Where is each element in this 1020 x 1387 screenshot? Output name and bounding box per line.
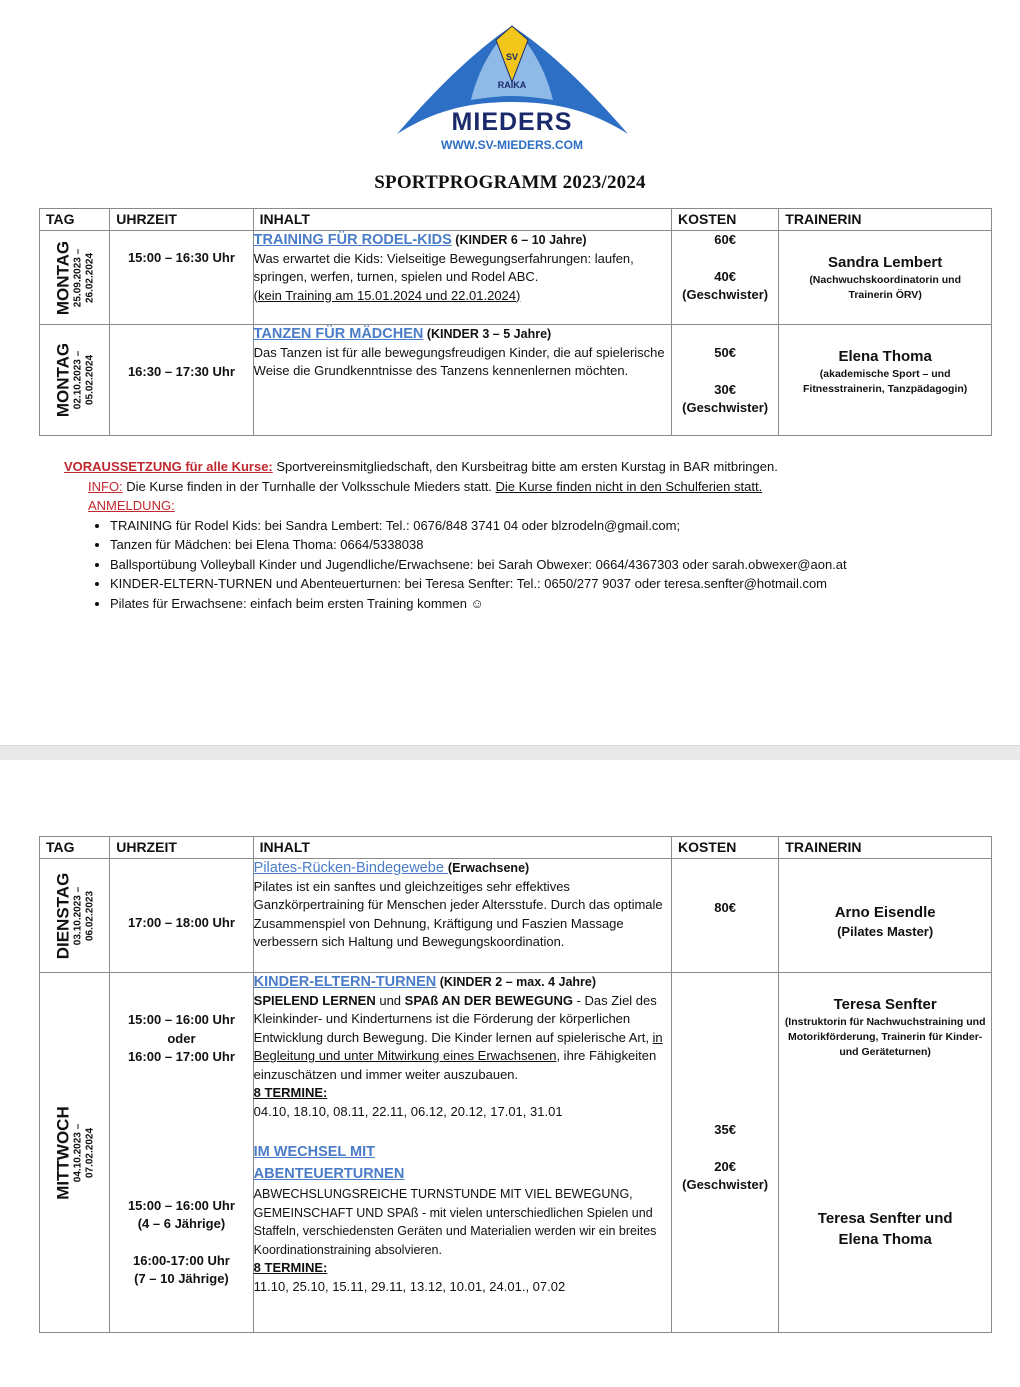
course-title[interactable]: KINDER-ELTERN-TURNEN bbox=[253, 974, 437, 990]
course-note: (kein Training am 15.01.2024 und 22.01.2024) bbox=[253, 287, 521, 303]
time-slot-note: (7 – 10 Jährige) bbox=[134, 1271, 229, 1286]
day-dates-end: 26.02.2024 bbox=[84, 252, 96, 303]
course-title[interactable]: IM WECHSEL MIT ABENTEUERTURNEN bbox=[253, 1144, 405, 1182]
table-row bbox=[40, 325, 992, 436]
trainer-name: Teresa Senfter bbox=[833, 996, 937, 1013]
time-cell bbox=[110, 973, 253, 1333]
content-cell bbox=[253, 973, 671, 1333]
time-slot: 15:00 – 16:00 Uhr bbox=[127, 1197, 235, 1213]
time-slot-note: (4 – 6 Jährige) bbox=[137, 1216, 226, 1231]
price-cell bbox=[671, 973, 778, 1333]
time-cell: 15:00 – 16:30 Uhr bbox=[110, 231, 253, 325]
content-cell bbox=[253, 325, 671, 436]
time-slot: 16:00 – 17:00 Uhr bbox=[127, 1049, 235, 1064]
time-slot: 15:00 – 16:00 Uhr bbox=[127, 1012, 235, 1027]
trainer-cell bbox=[779, 973, 992, 1333]
table-row bbox=[40, 231, 992, 325]
course-title[interactable]: TRAINING FÜR RODEL-KIDS bbox=[253, 232, 452, 248]
course-description: Das Tanzen ist für alle bewegungsfreudigen Kinder, die auf spielerische Weise die Grundkenntnisse des Tanzens kennenlernen möchten. bbox=[253, 344, 665, 378]
price-sibling: 40€ bbox=[714, 268, 736, 284]
list-item: • TRAINING für Rodel Kids: bei Sandra Lembert: Tel.: 0676/848 3741 04 oder blzrodeln@gmail.com; bbox=[110, 516, 964, 536]
time-cell: 17:00 – 18:00 Uhr bbox=[110, 859, 253, 973]
trainer-description: (akademische Sport – und Fitnesstrainerin, Tanzpädagogin) bbox=[802, 368, 968, 395]
logo-sv: SV bbox=[505, 52, 519, 62]
course-description: Was erwartet die Kids: Vielseitige Bewegungserfahrungen: laufen, springen, werfen, turnen, spielen und Rodel ABC. bbox=[253, 250, 634, 284]
course-highlight: SPIELEND LERNEN bbox=[253, 992, 376, 1008]
info-text: Die Kurse finden in der Turnhalle der Volksschule Mieders statt. bbox=[122, 478, 496, 494]
header-uhrzeit: UHRZEIT bbox=[110, 209, 253, 231]
logo-sponsor: RAIKA bbox=[497, 80, 527, 90]
requirement-line bbox=[64, 457, 964, 477]
list-item: • Pilates für Erwachsene: einfach beim ersten Training kommen ☺ bbox=[110, 594, 964, 614]
day-name: MONTAG bbox=[53, 342, 73, 418]
price-cell bbox=[671, 231, 778, 325]
list-item: • KINDER-ELTERN-TURNEN und Abenteuerturnen: bei Teresa Senfter: Tel.: 0650/277 9037 oder teresa.senfter@hotmail.com bbox=[110, 574, 964, 594]
header-tag: TAG bbox=[40, 837, 110, 859]
day-dates: 02.10.2023 – bbox=[72, 350, 84, 410]
day-name: MONTAG bbox=[53, 240, 73, 315]
header-kosten: KOSTEN bbox=[671, 837, 778, 859]
trainer-cell bbox=[779, 231, 992, 325]
registration-list bbox=[64, 516, 964, 614]
table-header bbox=[40, 209, 992, 231]
price-sibling-note: (Geschwister) bbox=[682, 287, 769, 302]
day-name: MITTWOCH bbox=[53, 1105, 73, 1200]
time-slot: 16:00-17:00 Uhr bbox=[133, 1252, 230, 1268]
day-dates: 04.10.2023 – bbox=[72, 1123, 84, 1182]
content-cell bbox=[253, 231, 671, 325]
table-row bbox=[40, 973, 992, 1333]
course-description-underlined: in Begleitung und unter Mitwirkung eines Erwachsenen bbox=[253, 1029, 663, 1063]
trainer-description: (Instruktorin für Nachwuchstraining und Motorikförderung, Trainerin für Kinder- und Geräteturnen) bbox=[784, 1016, 986, 1058]
course-description: Pilates ist ein sanftes und gleichzeitiges sehr effektives Ganzkörpertraining für Menschen jeder Altersstufe. Durch das optimale Zusammenspiel von Dehnung, Kräftigung und Faszien Massage verbessern sich Haltung und Bewegungskoordination. bbox=[253, 878, 663, 949]
registration-label: ANMELDUNG: bbox=[88, 498, 175, 513]
table-row bbox=[40, 859, 992, 973]
trainer-name: Sandra Lembert bbox=[828, 254, 943, 271]
day-cell bbox=[40, 973, 110, 1333]
course-age: (Erwachsene) bbox=[447, 861, 530, 875]
trainer-description: (Pilates Master) bbox=[837, 924, 934, 939]
day-dates-end: 07.02.2024 bbox=[84, 1127, 96, 1178]
header-trainerin: TRAINERIN bbox=[779, 209, 992, 231]
header-kosten: KOSTEN bbox=[671, 209, 778, 231]
course-title[interactable]: Pilates-Rücken-Bindegewebe bbox=[253, 860, 448, 876]
price: 80€ bbox=[714, 900, 736, 915]
price-sibling-note: (Geschwister) bbox=[682, 1177, 769, 1192]
course-age: (KINDER 6 – 10 Jahre) bbox=[451, 233, 587, 247]
header-uhrzeit: UHRZEIT bbox=[110, 837, 253, 859]
day-dates: 25.09.2023 – bbox=[72, 248, 84, 307]
logo-website: WWW.SV-MIEDERS.COM bbox=[441, 138, 583, 152]
trainer-description: (Nachwuchskoordinatorin und Trainerin ÖRV) bbox=[809, 274, 961, 301]
requirement-label: VORAUSSETZUNG für alle Kurse: bbox=[64, 459, 273, 474]
header-tag: TAG bbox=[40, 209, 110, 231]
day-dates-end: 05.02.2024 bbox=[84, 354, 96, 406]
trainer-name: Elena Thoma bbox=[838, 348, 932, 365]
header-trainerin: TRAINERIN bbox=[779, 837, 992, 859]
page-title: SPORTPROGRAMM 2023/2024 bbox=[374, 172, 646, 193]
list-item: • Ballsportübung Volleyball Kinder und Jugendliche/Erwachsene: bei Sarah Obwexer: 0664/4367303 oder sarah.obwexer@aon.at bbox=[110, 555, 964, 575]
trainer-cell bbox=[779, 325, 992, 436]
price-sibling: 30€ bbox=[714, 381, 736, 397]
price: 60€ bbox=[714, 232, 736, 247]
course-title[interactable]: TANZEN FÜR MÄDCHEN bbox=[253, 326, 424, 342]
header-inhalt: INHALT bbox=[253, 209, 671, 231]
club-logo bbox=[395, 22, 630, 157]
course-age: (KINDER 2 – max. 4 Jahre) bbox=[436, 975, 597, 989]
info-label: INFO: bbox=[88, 478, 123, 494]
course-age: (KINDER 3 – 5 Jahre) bbox=[423, 327, 552, 341]
info-text-holidays: Die Kurse finden nicht in den Schulferien statt. bbox=[495, 478, 763, 494]
requirement-text: Sportvereinsmitgliedschaft, den Kursbeitrag bitte am ersten Kurstag in BAR mitbringen. bbox=[272, 459, 778, 474]
course-description: ABWECHSLUNGSREICHE TURNSTUNDE MIT VIEL BEWEGUNG, GEMEINSCHAFT UND SPAß - mit vielen unterschiedlichen Spielen und Staffeln, verschiedensten Geräten und Materialien werden wir ein breites Koordinationstraining absolvieren. bbox=[253, 1187, 657, 1257]
termine-label: 8 TERMINE: bbox=[253, 1260, 328, 1275]
trainer-cell bbox=[779, 859, 992, 973]
notes-section bbox=[64, 457, 964, 613]
course-description: - Das Ziel des Kleinkinder- und Kinderturnens ist die Förderung der körperlichen Entwicklung durch Bewegung. Die Kinder lernen auf spielerische Art, bbox=[253, 992, 657, 1045]
day-dates-end: 06.02.2023 bbox=[84, 890, 96, 941]
page-2 bbox=[0, 760, 1020, 1387]
content-cell bbox=[253, 859, 671, 973]
trainer-name: Arno Eisendle bbox=[834, 904, 936, 921]
course-highlight: SPAß AN DER BEWEGUNG bbox=[404, 992, 573, 1008]
price-cell bbox=[671, 859, 778, 973]
day-name: DIENSTAG bbox=[53, 872, 73, 959]
price-sibling: 20€ bbox=[714, 1158, 736, 1174]
termine-dates: 04.10, 18.10, 08.11, 22.11, 06.12, 20.12, 17.01, 31.01 bbox=[253, 1103, 563, 1119]
day-cell bbox=[40, 231, 110, 325]
list-item: • Tanzen für Mädchen: bei Elena Thoma: 0664/5338038 bbox=[110, 535, 964, 555]
price-cell bbox=[671, 325, 778, 436]
schedule-table-2 bbox=[39, 836, 992, 1333]
termine-label: 8 TERMINE: bbox=[253, 1085, 328, 1100]
price-sibling-note: (Geschwister) bbox=[682, 400, 769, 415]
info-line bbox=[64, 477, 964, 497]
price: 35€ bbox=[714, 1122, 736, 1137]
day-cell bbox=[40, 859, 110, 973]
price: 50€ bbox=[714, 345, 736, 360]
day-dates: 03.10.2023 – bbox=[72, 886, 84, 945]
page-separator bbox=[0, 745, 1020, 761]
schedule-table-1 bbox=[39, 208, 992, 436]
termine-dates: 11.10, 25.10, 15.11, 29.11, 13.12, 10.01, 24.01., 07.02 bbox=[253, 1278, 566, 1294]
course-description-end: , ihre Fähigkeiten einzuschätzen und immer weiter auszubauen. bbox=[253, 1048, 657, 1082]
table-header bbox=[40, 837, 992, 859]
trainer-name: Teresa Senfter und Elena Thoma bbox=[817, 1210, 953, 1248]
header-inhalt: INHALT bbox=[253, 837, 671, 859]
logo-club: MIEDERS bbox=[451, 108, 573, 136]
time-or: oder bbox=[167, 1030, 196, 1046]
day-cell bbox=[40, 325, 110, 436]
time-cell: 16:30 – 17:30 Uhr bbox=[110, 325, 253, 436]
course-text: und bbox=[375, 992, 405, 1008]
